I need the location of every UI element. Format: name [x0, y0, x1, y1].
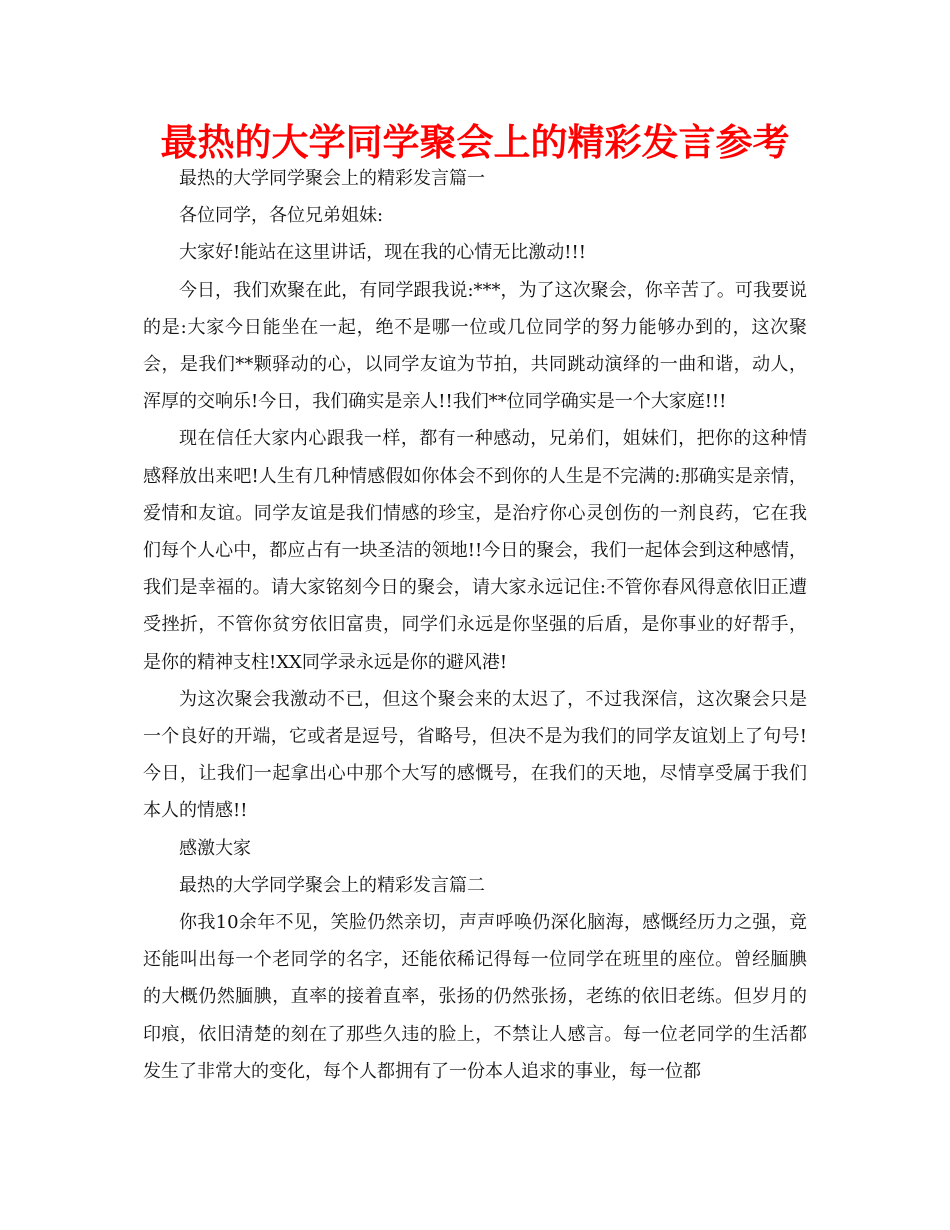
document-title: 最热的大学同学聚会上的精彩发言参考: [160, 121, 790, 164]
paragraph-closing: 感激大家: [179, 837, 251, 859]
paragraph-salutation: 各位同学，各位兄弟姐妹:: [179, 205, 384, 227]
document-body: [143, 160, 807, 1090]
paragraph: 为这次聚会我激动不已，但这个聚会来的太迟了，不过我深信，这次聚会只是一个良好的开端，它或者是逗号，省略号，但决不是为我们的同学友谊划上了句号!今日，让我们一起拿出心中那个大写的感慨号，在我们的天地，尽情享受属于我们本人的情感!!: [143, 688, 807, 822]
paragraph: 今日，我们欢聚在此，有同学跟我说:***，为了这次聚会，你辛苦了。可我要说的是:大家今日能坐在一起，绝不是哪一位或几位同学的努力能够办到的，这次聚会，是我们**颗驿动的心，以同学友谊为节拍，共同跳动演绎的一曲和谐，动人，浑厚的交响乐!今日，我们确实是亲人!!我们**位同学确实是一个大家庭!!!: [143, 279, 807, 413]
paragraph-heading-1: 最热的大学同学聚会上的精彩发言篇一: [179, 168, 485, 189]
paragraph-heading-2: 最热的大学同学聚会上的精彩发言篇二: [179, 874, 485, 896]
paragraph: 你我10余年不见，笑脸仍然亲切，声声呼唤仍深化脑海，感慨经历力之强，竟还能叫出每一个老同学的名字，还能依稀记得每一位同学在班里的座位。曾经腼腆的大概仍然腼腆，直率的接着直率，张扬的仍然张扬，老练的依旧老练。但岁月的印痕，依旧清楚的刻在了那些久违的脸上，不禁让人感言。每一位老同学的生活都发生了非常大的变化，每个人都拥有了一份本人追求的事业，每一位都: [143, 912, 807, 1082]
paragraph-greeting: 大家好!能站在这里讲话，现在我的心情无比激动!!!: [179, 242, 586, 264]
paragraph: 现在信任大家内心跟我一样，都有一种感动，兄弟们，姐妹们，把你的这种情感释放出来吧!人生有几种情感假如你体会不到你的人生是不完满的:那确实是亲情，爱情和友谊。同学友谊是我们情感的珍宝，是治疗你心灵创伤的一剂良药，它在我们每个人心中，都应占有一块圣洁的领地!!今日的聚会，我们一起体会到这种感情，我们是幸福的。请大家铭刻今日的聚会，请大家永远记住:不管你春风得意依旧正遭受挫折，不管你贫穷依旧富贵，同学们永远是你坚强的后盾，是你事业的好帮手，是你的精神支柱!XX同学录永远是你的避风港!: [143, 428, 807, 673]
